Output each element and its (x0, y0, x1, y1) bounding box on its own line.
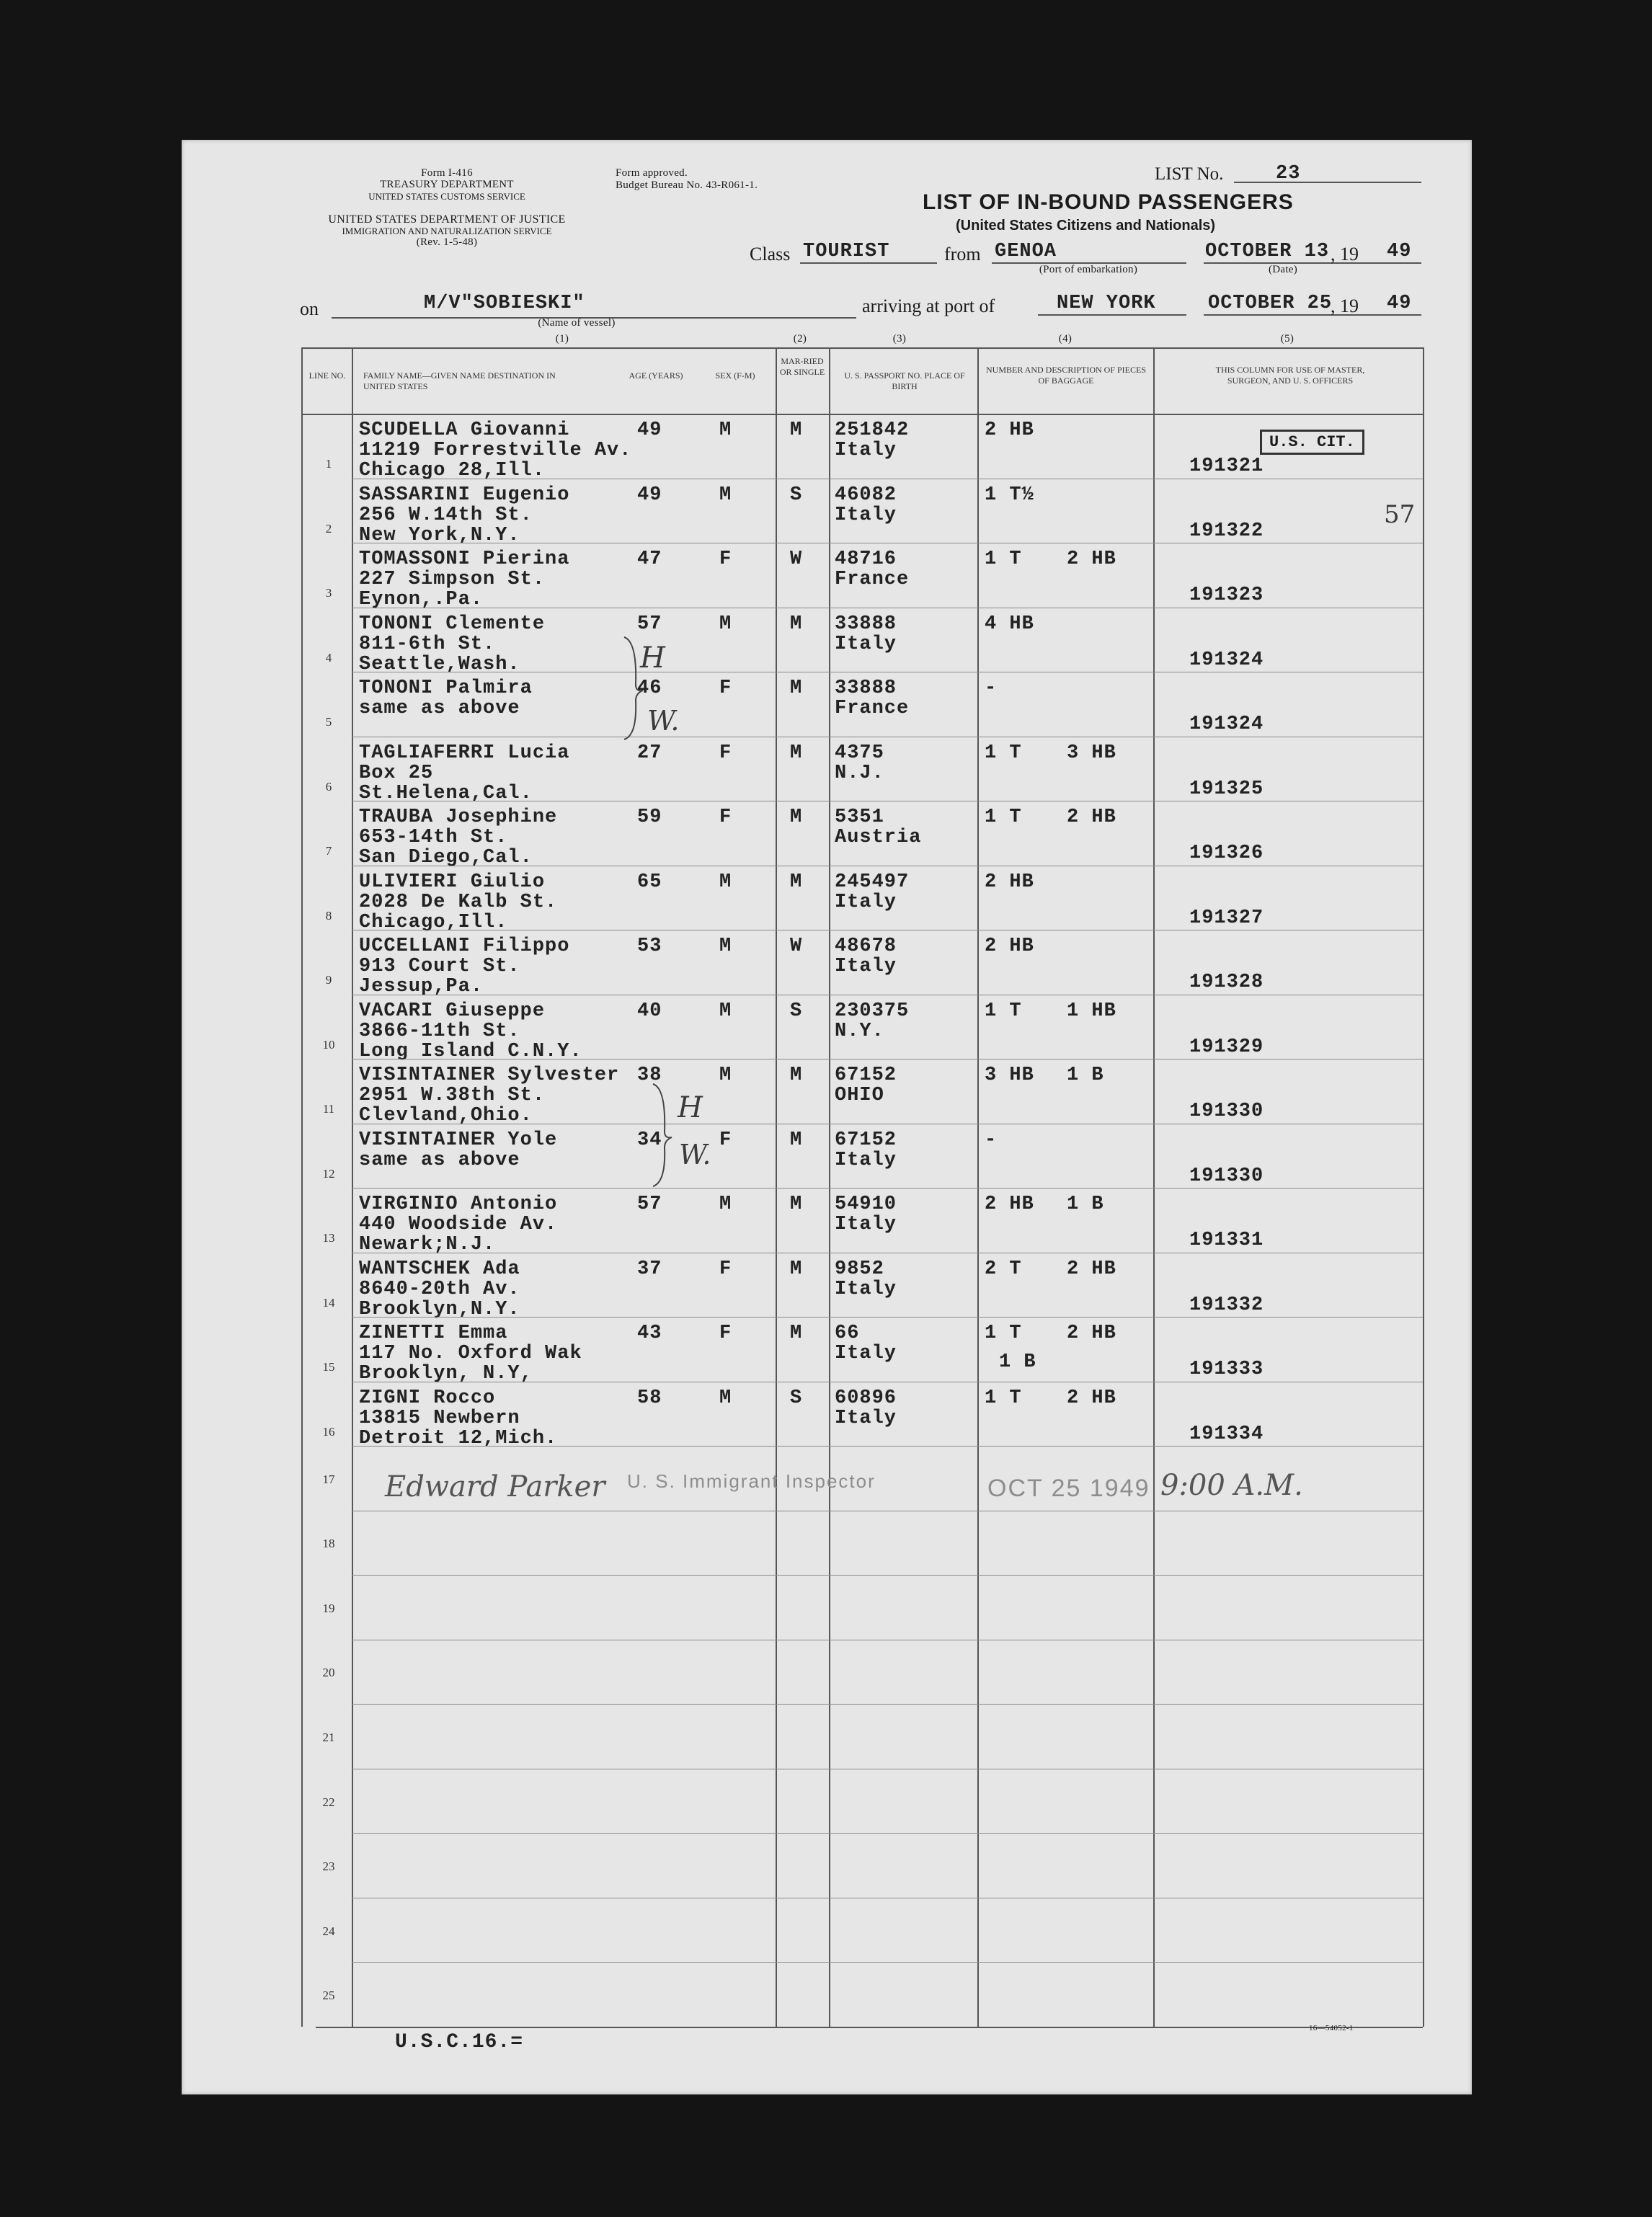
officer-number: 191328 (1189, 972, 1264, 993)
officer-number: 191329 (1189, 1036, 1264, 1058)
line-number: 5 (325, 715, 332, 729)
wife-mark: W. (647, 705, 680, 737)
marital-status: M (790, 871, 803, 893)
passenger-sex: F (719, 807, 732, 828)
marital-status: W (790, 548, 803, 570)
destination-street: 913 Court St. (359, 956, 520, 977)
line-number: 20 (322, 1666, 335, 1680)
passenger-age: 46 (637, 677, 662, 699)
line-number: 17 (322, 1472, 335, 1486)
officer-number: 191324 (1189, 649, 1264, 671)
destination-street: 11219 Forrestville Av. (359, 440, 632, 461)
baggage-description: - (985, 677, 998, 699)
destination-city: New York,N.Y. (359, 524, 520, 546)
baggage-description: 3 HB (985, 1065, 1034, 1086)
baggage-description: 1 T½ (985, 484, 1034, 506)
place-of-birth: Italy (835, 1214, 897, 1235)
embarkation-date: OCTOBER 13 (1205, 241, 1330, 262)
passenger-age: 49 (637, 484, 662, 506)
destination-street: 3866-11th St. (359, 1020, 520, 1042)
marital-status: S (790, 1000, 803, 1022)
line-number: 7 (325, 844, 332, 858)
officer-number: 191332 (1189, 1294, 1264, 1316)
passenger-name: VISINTAINER Yole (359, 1129, 558, 1151)
baggage-description: 2 T (985, 1258, 1022, 1280)
place-of-birth: Italy (835, 440, 897, 461)
line-number: 9 (325, 973, 332, 987)
passenger-name: TAGLIAFERRI Lucia (359, 742, 570, 764)
passenger-sex: M (719, 1194, 732, 1215)
officer-number: 191322 (1189, 520, 1264, 542)
place-of-birth: OHIO (835, 1085, 884, 1106)
passenger-sex: M (719, 871, 732, 893)
line-number: 19 (322, 1601, 335, 1615)
place-of-birth: N.J. (835, 762, 884, 784)
passport-number: 9852 (835, 1258, 884, 1280)
baggage-description: 1 T (985, 1387, 1022, 1409)
line-number: 15 (322, 1360, 335, 1374)
passport-number: 67152 (835, 1129, 897, 1151)
baggage-description: 1 T (985, 807, 1022, 828)
passenger-age: 49 (637, 419, 662, 441)
passenger-name: ZIGNI Rocco (359, 1387, 496, 1409)
vessel-caption: (Name of vessel) (538, 317, 616, 329)
officer-number: 191327 (1189, 907, 1264, 929)
passenger-sex: F (719, 1129, 732, 1151)
line-number: 25 (322, 1989, 335, 2003)
place-of-birth: N.Y. (835, 1020, 884, 1042)
passport-number: 46082 (835, 484, 897, 506)
passport-number: 33888 (835, 613, 897, 635)
baggage-description: 1 HB (1067, 1000, 1116, 1022)
destination-city: Eynon,.Pa. (359, 589, 484, 610)
passenger-name: TONONI Palmira (359, 677, 533, 699)
passport-number: 60896 (835, 1387, 897, 1409)
destination-city: Jessup,Pa. (359, 976, 484, 998)
officer-number: 191324 (1189, 714, 1264, 735)
destination-street: 227 Simpson St. (359, 569, 546, 590)
destination-street: 8640-20th Av. (359, 1278, 520, 1300)
passenger-name: SCUDELLA Giovanni (359, 419, 570, 441)
destination-city: Detroit 12,Mich. (359, 1427, 558, 1449)
passenger-name: SASSARINI Eugenio (359, 484, 570, 506)
on-label: on (300, 298, 319, 319)
passenger-sex: F (719, 548, 732, 570)
place-of-birth: France (835, 569, 910, 590)
passenger-age: 57 (637, 1194, 662, 1215)
line-number: 10 (322, 1037, 335, 1052)
passenger-age: 53 (637, 936, 662, 957)
officer-number: 191334 (1189, 1423, 1264, 1445)
passenger-name: WANTSCHEK Ada (359, 1258, 520, 1280)
arriving-label: arriving at port of (862, 296, 995, 316)
husband-mark: H (640, 641, 665, 675)
baggage-description: 2 HB (985, 936, 1034, 957)
line-number: 21 (322, 1730, 335, 1744)
baggage-description: 1 B (999, 1351, 1036, 1373)
form-number: Form I-416 (421, 167, 473, 179)
passenger-sex: F (719, 742, 732, 764)
baggage-description: 2 HB (985, 871, 1034, 893)
passenger-age: 59 (637, 807, 662, 828)
baggage-description: 2 HB (1067, 1387, 1116, 1409)
embarkation-port: GENOA (995, 241, 1057, 262)
inspector-stamp: U. S. Immigrant Inspector (627, 1470, 876, 1492)
destination-street: 2028 De Kalb St. (359, 891, 558, 913)
header-married: MAR-RIED OR SINGLE (779, 356, 825, 377)
destination-street: 117 No. Oxford Wak (359, 1343, 582, 1364)
passenger-age: 27 (637, 742, 662, 764)
embark-year: 49 (1387, 241, 1412, 262)
baggage-description: 1 T (985, 1323, 1022, 1344)
line-number: 18 (322, 1537, 335, 1551)
marital-status: M (790, 1065, 803, 1086)
destination-city: Long Island C.N.Y. (359, 1040, 582, 1062)
footer-code: U.S.C.16.= (395, 2031, 524, 2053)
baggage-description: - (985, 1129, 998, 1151)
arrival-date: OCTOBER 25 (1208, 293, 1333, 314)
marital-status: M (790, 1258, 803, 1280)
destination-city: Chicago 28,Ill. (359, 460, 546, 481)
destination-city: Newark;N.J. (359, 1234, 496, 1256)
destination-street: same as above (359, 698, 520, 719)
place-of-birth: Italy (835, 1149, 897, 1171)
line-number: 14 (322, 1295, 335, 1310)
treasury-dept: TREASURY DEPARTMENT (380, 179, 514, 190)
passenger-age: 65 (637, 871, 662, 893)
place-of-birth: Italy (835, 1343, 897, 1364)
header-sex: SEX (F-M) (715, 370, 755, 381)
passenger-age: 47 (637, 548, 662, 570)
passenger-name: TRAUBA Josephine (359, 807, 558, 828)
marital-status: M (790, 807, 803, 828)
officer-number: 191330 (1189, 1165, 1264, 1187)
passenger-sex: M (719, 1000, 732, 1022)
passport-number: 33888 (835, 677, 897, 699)
passenger-name: VACARI Giuseppe (359, 1000, 546, 1022)
destination-street: 256 W.14th St. (359, 504, 533, 526)
date-caption: (Date) (1268, 264, 1298, 275)
form-approved: Form approved. (616, 167, 688, 179)
passport-number: 5351 (835, 807, 884, 828)
passenger-sex: M (719, 419, 732, 441)
officer-number: 191326 (1189, 843, 1264, 864)
officer-number: 191331 (1189, 1230, 1264, 1251)
baggage-description: 1 T (985, 742, 1022, 764)
header-baggage: NUMBER AND DESCRIPTION OF PIECES OF BAGGAGE (985, 365, 1147, 386)
baggage-description: 1 B (1067, 1194, 1104, 1215)
passenger-age: 43 (637, 1323, 662, 1344)
officer-number: 191333 (1189, 1359, 1264, 1380)
date-stamp: OCT 25 1949 (987, 1475, 1150, 1502)
vessel-name: M/V"SOBIESKI" (424, 293, 585, 314)
arrival-port: NEW YORK (1057, 293, 1156, 314)
marital-status: W (790, 936, 803, 957)
passport-number: 48678 (835, 936, 897, 957)
destination-street: 2951 W.38th St. (359, 1085, 546, 1106)
passenger-sex: F (719, 1323, 732, 1344)
passenger-name: TOMASSONI Pierina (359, 548, 570, 570)
header-passport: U. S. PASSPORT NO. PLACE OF BIRTH (844, 370, 965, 391)
baggage-description: 2 HB (1067, 1258, 1116, 1280)
passenger-sex: F (719, 1258, 732, 1280)
passenger-age: 34 (637, 1129, 662, 1151)
passenger-age: 38 (637, 1065, 662, 1086)
officer-number: 191323 (1189, 585, 1264, 606)
destination-street: 13815 Newbern (359, 1407, 520, 1429)
passport-number: 230375 (835, 1000, 910, 1022)
year-prefix: , 19 (1331, 244, 1359, 265)
passenger-sex: M (719, 484, 732, 506)
marital-status: M (790, 677, 803, 699)
line-number: 8 (325, 908, 332, 923)
marital-status: M (790, 742, 803, 764)
col-number: (1) (555, 333, 569, 345)
manifest-subtitle: (United States Citizens and Nationals) (956, 218, 1216, 234)
line-number: 12 (322, 1166, 335, 1181)
marital-status: M (790, 613, 803, 635)
husband-mark: H (678, 1091, 703, 1124)
passenger-age: 40 (637, 1000, 662, 1022)
line-number: 2 (325, 521, 332, 536)
baggage-description: 4 HB (985, 613, 1034, 635)
place-of-birth: Italy (835, 1407, 897, 1429)
baggage-description: 2 HB (985, 419, 1034, 441)
side-note: 57 (1384, 500, 1416, 529)
baggage-description: 1 B (1067, 1065, 1104, 1086)
passenger-sex: F (719, 677, 732, 699)
form-revision: (Rev. 1-5-48) (416, 236, 478, 248)
destination-city: San Diego,Cal. (359, 847, 533, 868)
line-number: 11 (322, 1102, 335, 1116)
destination-city: St.Helena,Cal. (359, 782, 533, 804)
destination-city: Brooklyn,N.Y. (359, 1298, 520, 1320)
marital-status: M (790, 1129, 803, 1151)
col-number: (4) (1058, 333, 1073, 345)
passenger-age: 58 (637, 1387, 662, 1409)
passenger-name: VIRGINIO Antonio (359, 1194, 558, 1215)
header-name: FAMILY NAME—GIVEN NAME DESTINATION IN UNITED STATES (363, 370, 556, 391)
passenger-name: ZINETTI Emma (359, 1323, 508, 1344)
place-of-birth: Italy (835, 504, 897, 526)
line-number: 1 (325, 457, 332, 471)
family-bracket (649, 1081, 678, 1189)
marital-status: M (790, 1194, 803, 1215)
line-number: 3 (325, 586, 332, 600)
place-of-birth: Italy (835, 956, 897, 977)
time-note: 9:00 A.M. (1160, 1469, 1303, 1502)
line-number: 24 (322, 1924, 335, 1938)
baggage-description: 1 T (985, 1000, 1022, 1022)
passport-number: 48716 (835, 548, 897, 570)
family-bracket (620, 634, 649, 742)
justice-dept: UNITED STATES DEPARTMENT OF JUSTICE (328, 213, 566, 226)
line-number: 13 (322, 1231, 335, 1245)
col-number: (2) (793, 333, 807, 345)
marital-status: S (790, 484, 803, 506)
passport-number: 66 (835, 1323, 860, 1344)
marital-status: M (790, 419, 803, 441)
embarkation-caption: (Port of embarkation) (1039, 264, 1138, 275)
col-number: (3) (892, 333, 907, 345)
passenger-sex: M (719, 613, 732, 635)
wife-mark: W. (679, 1139, 711, 1170)
class-value: TOURIST (803, 241, 890, 262)
passenger-name: VISINTAINER Sylvester (359, 1065, 620, 1086)
destination-street: 653-14th St. (359, 827, 508, 848)
place-of-birth: Italy (835, 1278, 897, 1300)
arrival-year: 49 (1387, 293, 1412, 314)
year-prefix: , 19 (1331, 296, 1359, 316)
place-of-birth: Italy (835, 891, 897, 913)
passenger-sex: M (719, 1387, 732, 1409)
baggage-description: 1 T (985, 548, 1022, 570)
us-citizen-stamp: U.S. CIT. (1260, 430, 1364, 455)
passenger-name: TONONI Clemente (359, 613, 546, 635)
marital-status: M (790, 1323, 803, 1344)
passenger-sex: M (719, 1065, 732, 1086)
customs-service: UNITED STATES CUSTOMS SERVICE (368, 191, 525, 202)
destination-street: 440 Woodside Av. (359, 1214, 558, 1235)
passport-number: 251842 (835, 419, 910, 441)
line-number: 22 (322, 1795, 335, 1809)
destination-city: Seattle,Wash. (359, 653, 520, 675)
officer-number: 191330 (1189, 1101, 1264, 1122)
destination-city: Brooklyn, N.Y, (359, 1363, 533, 1385)
place-of-birth: Austria (835, 827, 922, 848)
passenger-age: 37 (637, 1258, 662, 1280)
budget-bureau: Budget Bureau No. 43-R061-1. (616, 179, 758, 191)
line-number: 4 (325, 650, 332, 665)
place-of-birth: France (835, 698, 910, 719)
passenger-age: 57 (637, 613, 662, 635)
place-of-birth: Italy (835, 633, 897, 655)
ins-service: IMMIGRATION AND NATURALIZATION SERVICE (342, 226, 552, 236)
passport-number: 4375 (835, 742, 884, 764)
list-no-label: LIST No. (1155, 164, 1224, 184)
manifest-title: LIST OF IN-BOUND PASSENGERS (923, 190, 1294, 214)
passport-number: 245497 (835, 871, 910, 893)
class-label: Class (750, 244, 791, 265)
from-label: from (944, 244, 981, 265)
destination-city: Chicago,Ill. (359, 911, 508, 933)
passenger-name: ULIVIERI Giulio (359, 871, 546, 893)
destination-street: same as above (359, 1149, 520, 1171)
col-number: (5) (1280, 333, 1294, 345)
passenger-name: UCCELLANI Filippo (359, 936, 570, 957)
destination-street: Box 25 (359, 762, 434, 784)
print-code: 16—54052-1 (1309, 2024, 1354, 2032)
marital-status: S (790, 1387, 803, 1409)
baggage-description: 2 HB (1067, 807, 1116, 828)
line-number: 16 (322, 1424, 335, 1439)
line-number: 23 (322, 1860, 335, 1874)
baggage-description: 2 HB (1067, 548, 1116, 570)
line-number: 6 (325, 779, 332, 794)
destination-street: 811-6th St. (359, 633, 496, 655)
header-line-no: LINE NO. (308, 370, 346, 381)
header-officers: THIS COLUMN FOR USE OF MASTER, SURGEON, AND U. S. OFFICERS (1215, 365, 1365, 386)
officer-number: 191321 (1189, 456, 1264, 477)
header-age: AGE (YEARS) (629, 370, 683, 381)
baggage-description: 2 HB (985, 1194, 1034, 1215)
officer-number: 191325 (1189, 778, 1264, 800)
passport-number: 67152 (835, 1065, 897, 1086)
list-no-value: 23 (1276, 163, 1301, 185)
passport-number: 54910 (835, 1194, 897, 1215)
inspector-signature: Edward Parker (385, 1470, 605, 1503)
baggage-description: 3 HB (1067, 742, 1116, 764)
passenger-sex: M (719, 936, 732, 957)
baggage-description: 2 HB (1067, 1323, 1116, 1344)
destination-city: Clevland,Ohio. (359, 1105, 533, 1127)
